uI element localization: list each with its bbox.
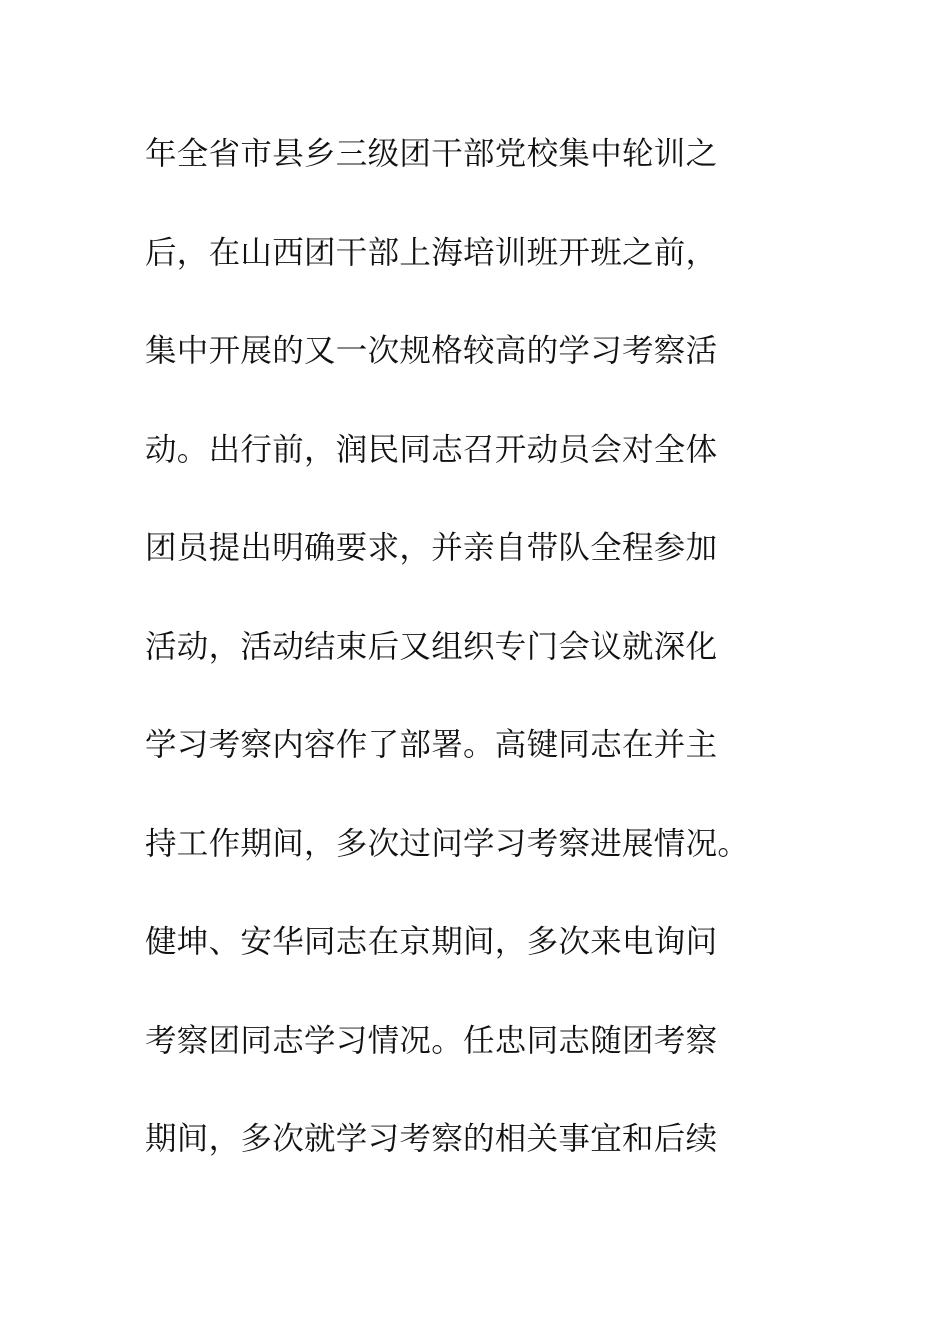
text-line: 团员提出明确要求，并亲自带队全程参加 — [145, 530, 718, 566]
text-line: 期间，多次就学习考察的相关事宜和后续 — [145, 1121, 718, 1157]
text-line: 活动，活动结束后又组织专门会议就深化 — [145, 628, 718, 665]
text-line: 学习考察内容作了部署。高键同志在并主 — [145, 727, 718, 763]
text-line: 健坤、安华同志在京期间，多次来电询问 — [145, 924, 718, 960]
text-line: 动。出行前，润民同志召开动员会对全体 — [145, 431, 718, 468]
text-line: 集中开展的又一次规格较高的学习考察活 — [145, 333, 718, 369]
text-line: 后，在山西团干部上海培训班开班之前， — [145, 234, 718, 271]
text-line: 持工作期间，多次过问学习考察进展情况。 — [145, 825, 750, 862]
text-line: 年全省市县乡三级团干部党校集中轮训之 — [145, 136, 718, 172]
text-line: 考察团同志学习情况。任忠同志随团考察 — [145, 1022, 718, 1059]
body-text — [145, 123, 825, 1207]
